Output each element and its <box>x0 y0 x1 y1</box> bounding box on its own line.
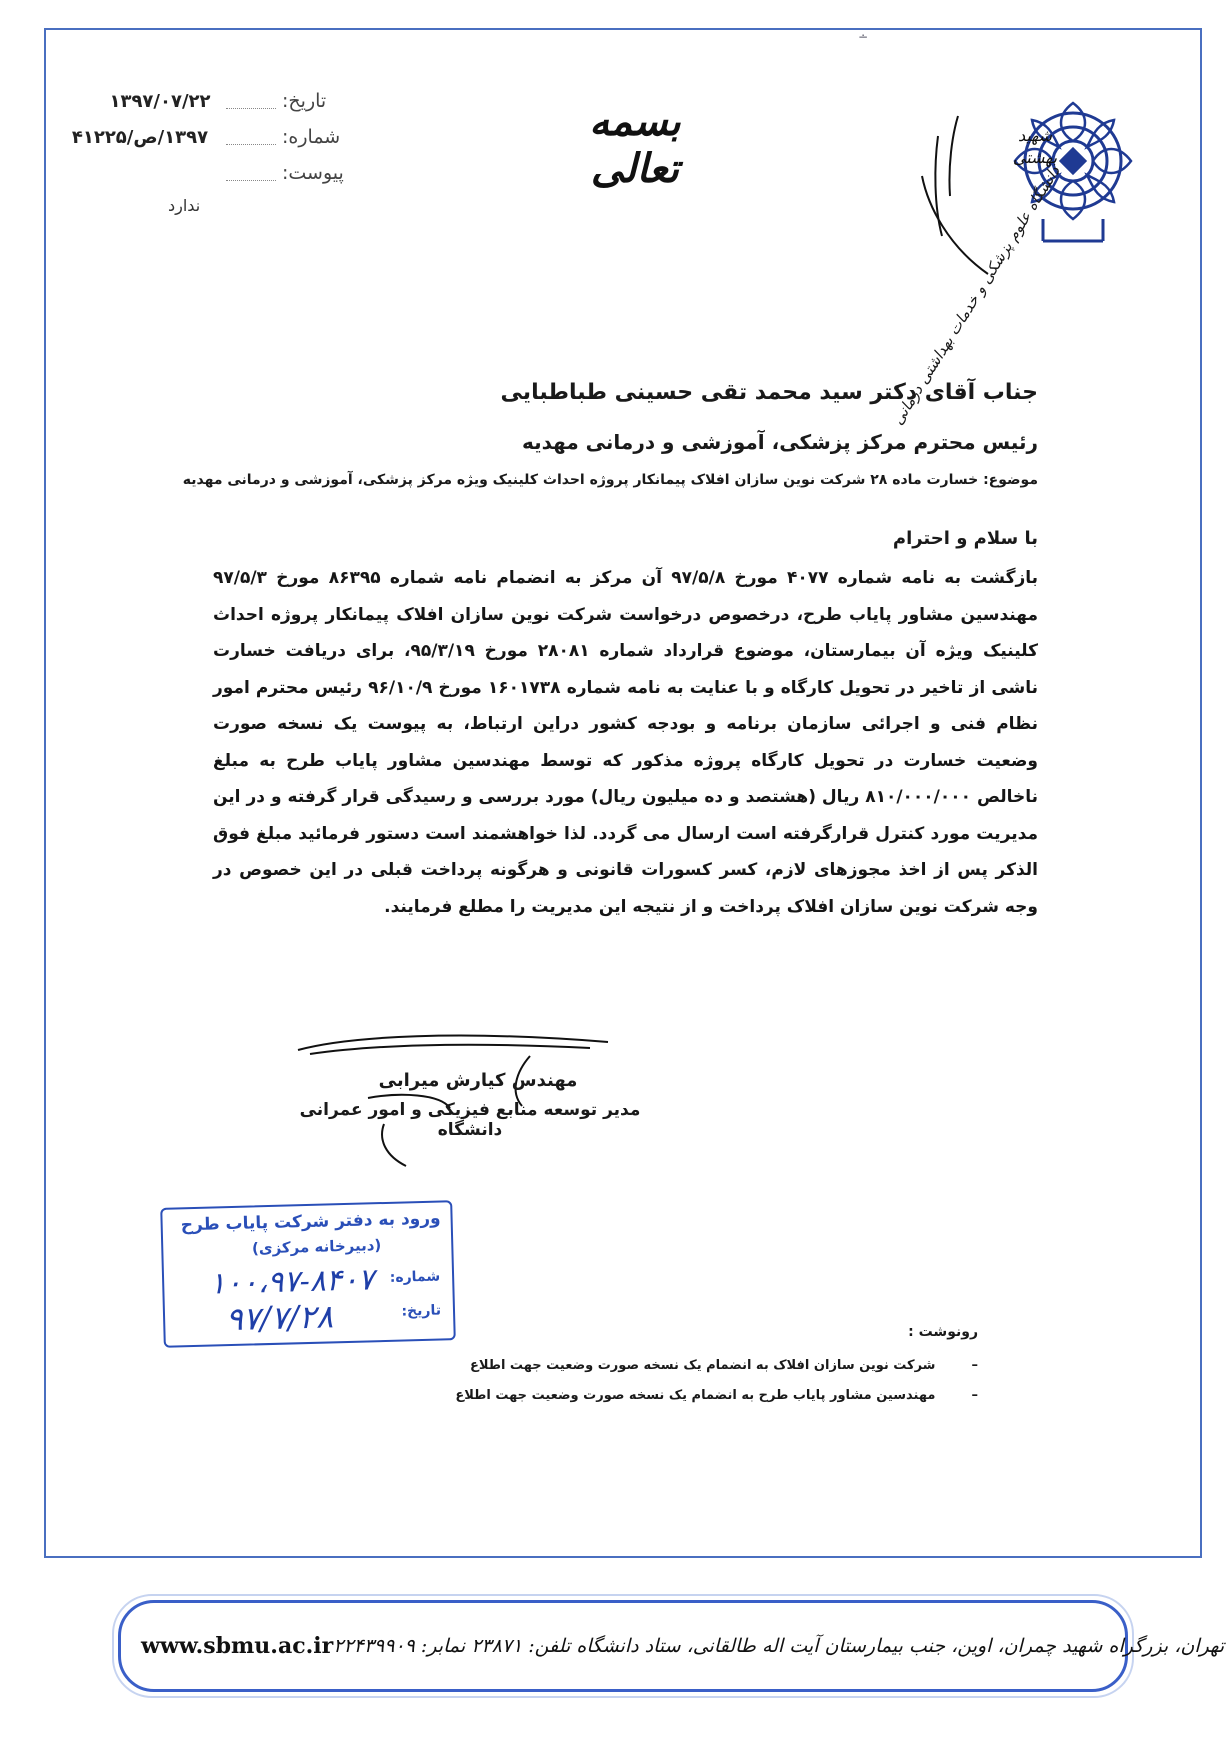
number-dots <box>226 130 276 145</box>
cc-dash: – <box>971 1358 978 1373</box>
number-label: شماره: <box>282 126 341 148</box>
stamp-number-label: شماره: <box>389 1268 441 1286</box>
stamp-heading: ورود به دفتر شرکت پایاب طرح <box>180 1208 441 1236</box>
cc-item <box>378 1358 978 1373</box>
footer-address: تهران، بزرگراه شهید چمران، اوین، جنب بیمارستان آیت اله طالقانی، ستاد دانشگاه تلفن: ۲۳۸۷۱ نمابر: ۲۲۴۳۹۹۰۹ <box>333 1635 1225 1657</box>
corner-mark: ∸ <box>858 30 869 44</box>
stamp-date-label: تاریخ: <box>401 1302 442 1320</box>
addressee-name: جناب آقای دکتر سید محمد تقی حسینی طباطبایی <box>500 380 1038 405</box>
letter-body: بازگشت به نامه شماره ۴۰۷۷ مورخ ۹۷/۵/۸ آن مرکز به انضمام نامه شماره ۸۶۳۹۵ مورخ ۹۷/۵/۳ مهندسین مشاور پایاب طرح، درخصوص درخواست شرکت نوین سازان افلاک پیمانکار پروژه احداث کلینیک ویژه آن بیمارستان، موضوع قرارداد شماره ۲۸۰۸۱ مورخ ۹۵/۳/۱۹، برای دریافت خسارت ناشی از تاخیر در تحویل کارگاه و با عنایت به نامه شماره ۱۶۰۱۷۳۸ مورخ ۹۶/۱۰/۹ رئیس محترم امور نظام فنی و اجرائی سازمان برنامه و بودجه کشور دراین ارتباط، به پیوست یک نسخه صورت وضعیت خسارت در تحویل کارگاه پروژه مذکور که توسط مهندسین مشاور پایاب طرح به مبلغ ناخالص ۸۱۰/۰۰۰/۰۰۰ ریال (هشتصد و ده میلیون ریال) مورد بررسی و رسیدگی قرار گرفته و در این مدیریت مورد کنترل قرارگرفته است ارسال می گردد. لذا خواهشمند است دستور فرمائید مبلغ فوق الذکر پس از اخذ مجوزهای لازم، کسر کسورات قانونی و هرگونه پرداخت قبلی در این خصوص در وجه شرکت نوین سازان افلاک پرداخت و از نتیجه این مدیریت را مطلع فرمایند. <box>213 568 1039 917</box>
addressee-title: رئیس محترم مرکز پزشکی، آموزشی و درمانی مهدیه <box>521 430 1038 454</box>
date-value: ۱۳۹۷/۰۷/۲۲ <box>109 90 211 112</box>
logo-name-line2: دانشگاه علوم پزشکی و خدمات بهداشتی درمانی <box>888 162 1064 428</box>
signer-name: مهندس کیارش میرابی <box>378 1070 578 1091</box>
signer-title: مدیر توسعه منابع فیزیکی و امور عمرانی دانشگاه <box>299 1100 641 1140</box>
cc-label: رونوشت : <box>908 1324 978 1340</box>
number-value: ۱۳۹۷/ص/۴۱۲۲۵ <box>71 126 209 148</box>
stamp-subheading: (دبیرخانه مرکزی) <box>251 1236 382 1258</box>
date-row <box>100 88 326 114</box>
attachment-label: پیوست: <box>282 162 344 184</box>
attachment-dots <box>226 166 276 181</box>
number-row <box>60 124 340 150</box>
cc-item-text: شرکت نوین سازان افلاک به انضمام یک نسخه صورت وضعیت جهت اطلاع <box>469 1358 936 1373</box>
stamp-number-value: ۱۰۰،۹۷-۸۴۰۷ <box>208 1262 375 1302</box>
footer-bar <box>118 1600 1225 1692</box>
date-label: تاریخ: <box>282 90 327 112</box>
footer-website[interactable]: www.sbmu.ac.ir <box>141 1633 334 1659</box>
letter-subject: موضوع: خسارت ماده ۲۸ شرکت نوین سازان افلاک پیمانکار پروژه احداث کلینیک ویژه مرکز پزشکی، آموزشی و درمانی مهدیه <box>182 472 1038 488</box>
date-dots <box>226 94 276 109</box>
stamp-date-value: ۹۷/۷/۲۸ <box>225 1297 334 1339</box>
attachment-value: ندارد <box>168 196 201 215</box>
basmala: بسمه تعالی <box>589 98 681 192</box>
cc-item <box>378 1388 978 1403</box>
greeting: با سلام و احترام <box>892 528 1038 549</box>
attachment-row <box>100 160 344 186</box>
logo-name-line1: شهید بهشتی <box>1012 126 1058 167</box>
received-stamp <box>160 1200 456 1348</box>
cc-dash: – <box>971 1388 978 1403</box>
cc-item-text: مهندسین مشاور پایاب طرح به انضمام یک نسخه صورت وضعیت جهت اطلاع <box>455 1388 936 1403</box>
